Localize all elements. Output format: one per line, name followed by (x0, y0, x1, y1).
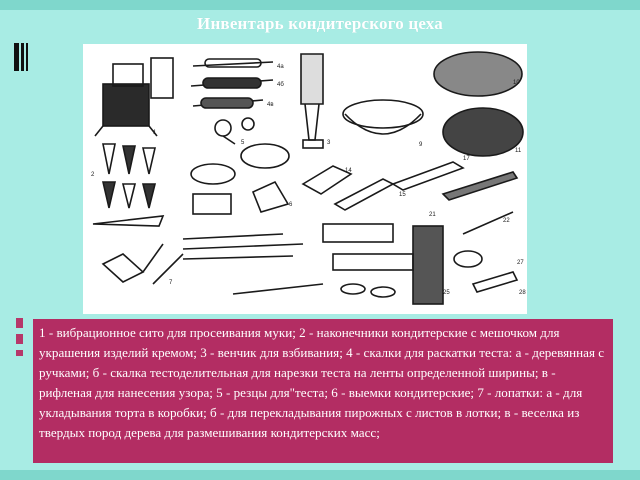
svg-text:28: 28 (519, 290, 526, 296)
decorative-bars-icon (14, 43, 30, 71)
svg-text:1: 1 (153, 130, 157, 136)
bakery-tools-illustration (83, 44, 527, 314)
decorative-pink-bars-icon (16, 318, 23, 466)
svg-text:3: 3 (327, 140, 331, 146)
svg-text:21: 21 (429, 212, 436, 218)
svg-text:4в: 4в (267, 102, 274, 108)
bottom-bar (0, 470, 640, 480)
svg-text:22: 22 (503, 218, 510, 224)
slide-title: Инвентарь кондитерского цеха (197, 14, 443, 33)
caption-text: 1 - вибрационное сито для просеивания муки; 2 - наконечники кондитерские с мешочком для украшения изделий кремом; 3 - венчик для взбивания; 4 - скалки для раскатки теста: а - деревянная с ручками; б - скалка тестоделительная для нарезки теста на ленты определенной ширины; в - рифленая для нанесения узора; 5 - резцы для"теста; 6 - выемки кондитерские; 7 - лопатки: а - для укладывания торта в коробки; б - для перекладывания пирожных с листов в лотки; в - веселка из твердых пород дерева для размешивания кондитерских масс; (39, 325, 605, 440)
svg-text:17: 17 (463, 156, 470, 162)
svg-text:4б: 4б (277, 82, 284, 88)
svg-text:4а: 4а (277, 64, 284, 70)
svg-text:15: 15 (399, 192, 406, 198)
svg-text:14: 14 (345, 168, 352, 174)
svg-text:5: 5 (241, 140, 245, 146)
svg-text:25: 25 (443, 290, 450, 296)
top-bar (0, 0, 640, 10)
svg-text:27: 27 (517, 260, 524, 266)
svg-text:7: 7 (169, 280, 173, 286)
svg-text:10: 10 (513, 80, 520, 86)
caption-box (33, 319, 613, 463)
svg-text:2: 2 (91, 172, 95, 178)
svg-text:11: 11 (515, 148, 522, 154)
bakery-tools-drawing-icon (83, 44, 527, 314)
svg-text:9: 9 (419, 142, 423, 148)
svg-text:6: 6 (289, 202, 293, 208)
